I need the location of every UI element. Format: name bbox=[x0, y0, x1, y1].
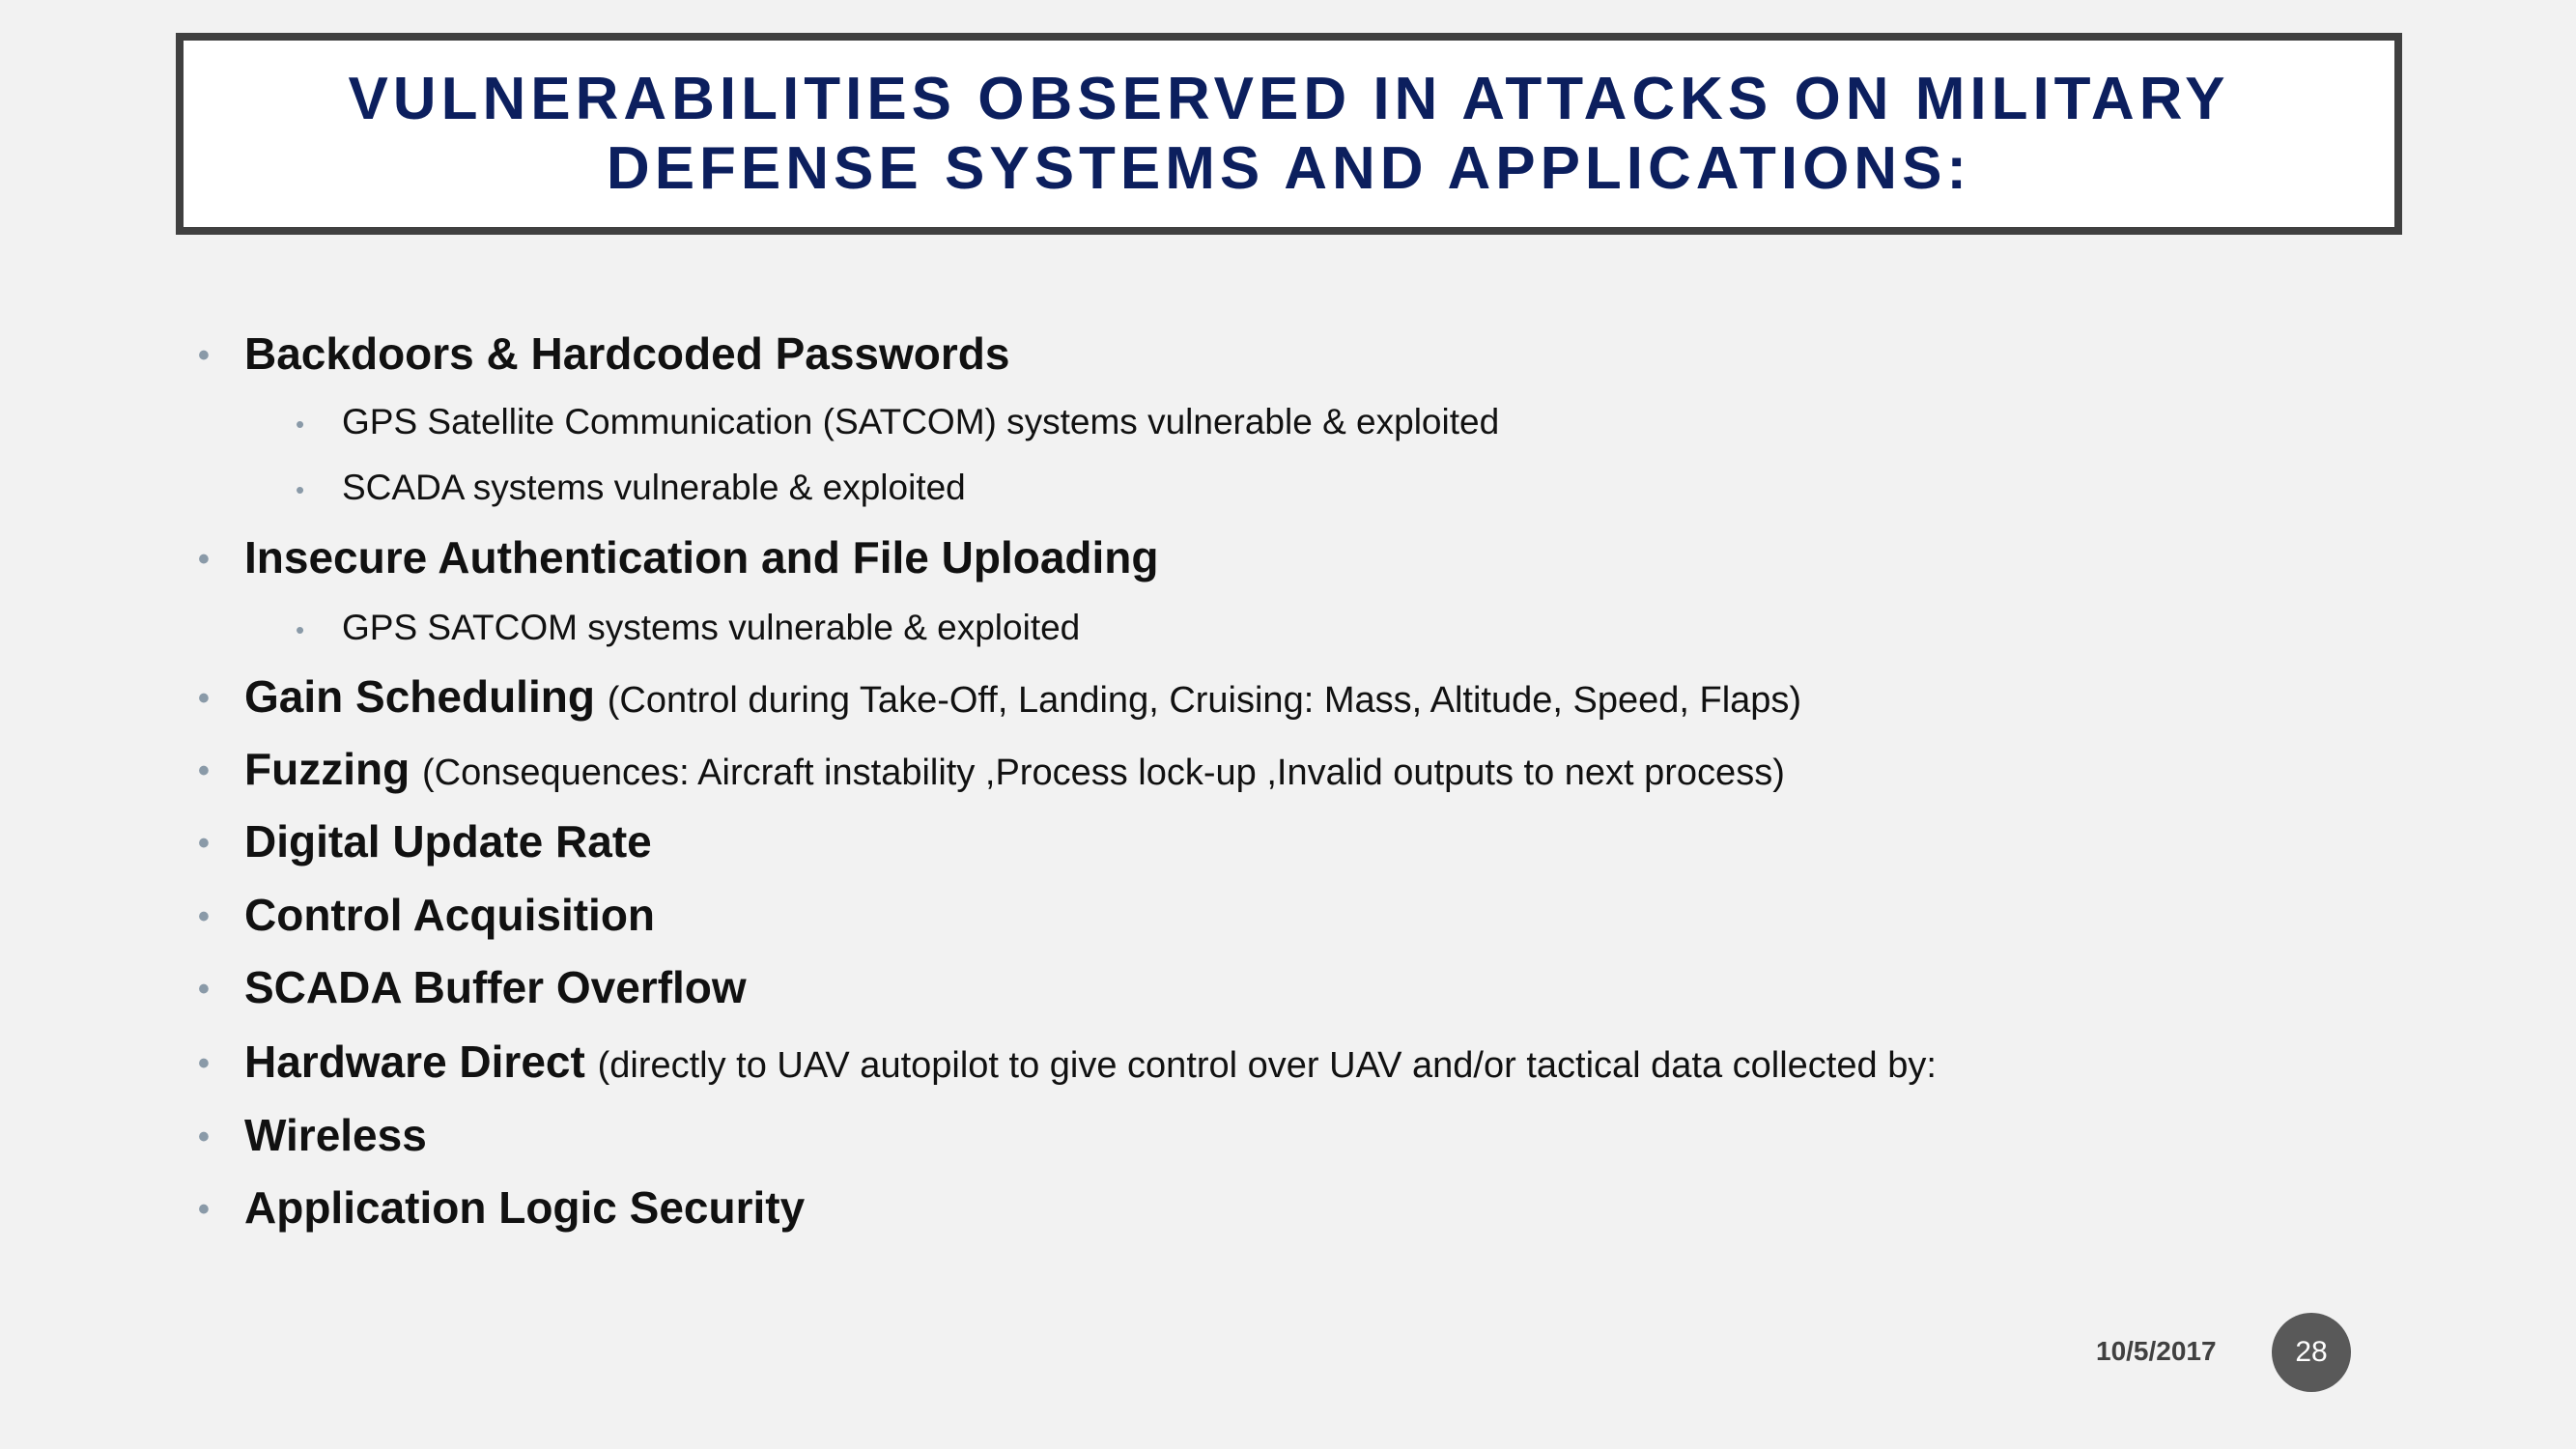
bullet-dot-icon: • bbox=[296, 410, 305, 439]
bullet-item bbox=[198, 530, 1159, 584]
sub-bullet-item bbox=[296, 400, 1500, 444]
sub-bullet-label: GPS SATCOM systems vulnerable & exploited bbox=[342, 608, 1081, 647]
bullet-dot-icon: • bbox=[198, 337, 210, 374]
bullet-dot-icon: • bbox=[296, 615, 305, 644]
bullet-label: Backdoors & Hardcoded Passwords bbox=[244, 328, 1010, 379]
slide-date: 10/5/2017 bbox=[2096, 1336, 2217, 1366]
bullet-item bbox=[198, 960, 747, 1014]
bullet-item bbox=[198, 888, 656, 942]
bullet-dot-icon: • bbox=[198, 541, 210, 578]
bullet-label: Insecure Authentication and File Uploading bbox=[244, 532, 1159, 582]
sub-bullet-item bbox=[296, 606, 1081, 650]
slide-title-line-2: DEFENSE SYSTEMS AND APPLICATIONS: bbox=[606, 134, 1972, 202]
bullet-label: SCADA Buffer Overflow bbox=[244, 962, 747, 1012]
bullet-label: Gain Scheduling bbox=[244, 671, 595, 722]
bullet-note: (Consequences: Aircraft instability ,Process lock-up ,Invalid outputs to next process) bbox=[421, 753, 1785, 793]
bullet-item bbox=[198, 1180, 806, 1235]
bullet-item bbox=[198, 814, 652, 868]
bullet-item bbox=[198, 327, 1010, 381]
bullet-item bbox=[198, 1108, 427, 1162]
bullet-label: Fuzzing bbox=[244, 744, 410, 794]
sub-bullet-item bbox=[296, 466, 966, 510]
bullet-dot-icon: • bbox=[198, 1191, 210, 1228]
bullet-dot-icon: • bbox=[198, 898, 210, 935]
sub-bullet-label: SCADA systems vulnerable & exploited bbox=[342, 468, 966, 507]
bullet-dot-icon: • bbox=[198, 1045, 210, 1082]
bullet-item bbox=[198, 669, 1802, 727]
bullet-label: Control Acquisition bbox=[244, 890, 656, 940]
bullet-dot-icon: • bbox=[198, 680, 210, 717]
bullet-dot-icon: • bbox=[198, 825, 210, 862]
slide-title-box bbox=[176, 33, 2402, 235]
bullet-dot-icon: • bbox=[198, 971, 210, 1008]
bullet-label: Hardware Direct bbox=[244, 1037, 585, 1087]
bullet-dot-icon: • bbox=[198, 753, 210, 789]
bullet-item bbox=[198, 742, 1785, 800]
bullet-note: (Control during Take-Off, Landing, Cruising: Mass, Altitude, Speed, Flaps) bbox=[607, 680, 1802, 721]
bullet-note: (directly to UAV autopilot to give control over UAV and/or tactical data collected by: bbox=[597, 1045, 1937, 1086]
slide-title-line-1: VULNERABILITIES OBSERVED IN ATTACKS ON MILITARY bbox=[348, 65, 2230, 132]
bullet-dot-icon: • bbox=[296, 475, 305, 504]
slide-number-badge: 28 bbox=[2272, 1313, 2351, 1392]
sub-bullet-label: GPS Satellite Communication (SATCOM) systems vulnerable & exploited bbox=[342, 402, 1500, 441]
bullet-label: Wireless bbox=[244, 1110, 427, 1160]
bullet-label: Digital Update Rate bbox=[244, 816, 652, 867]
bullet-dot-icon: • bbox=[198, 1119, 210, 1155]
bullet-label: Application Logic Security bbox=[244, 1182, 806, 1233]
bullet-item bbox=[198, 1035, 1937, 1093]
